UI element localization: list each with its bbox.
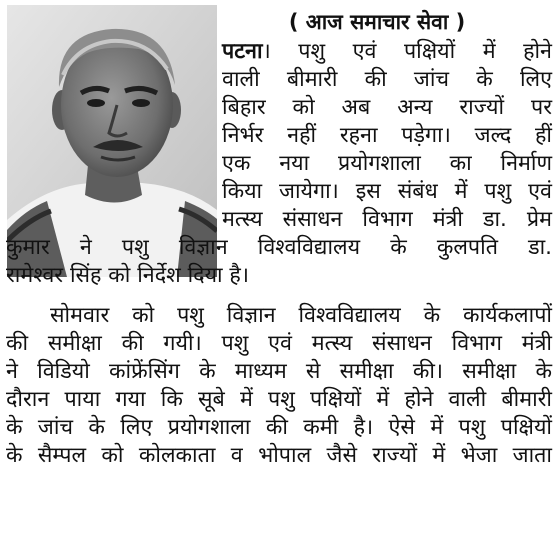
article-line: के जांच के लिए प्रयोगशाला की कमी है। ऐसे में पशु पक्षियों (6, 415, 552, 440)
dateline: पटना (222, 39, 263, 64)
byline: ( आज समाचार सेवा ) (288, 10, 466, 34)
lead-line (222, 38, 552, 66)
article-line: बिहार को अब अन्य राज्यों पर (222, 95, 552, 120)
article-line: दौरान पाया गया कि सूबे में पशु पक्षियों में होने वाली बीमारी (6, 387, 552, 412)
article-line: वाली बीमारी की जांच के लिए (222, 67, 552, 92)
article-line: रामेश्वर सिंह को निर्देश दिया है। (6, 263, 250, 288)
article-line: सोमवार को पशु विज्ञान विश्वविद्यालय के कार्यकलापों (50, 303, 552, 328)
article-line: मत्स्य संसाधन विभाग मंत्री डा. प्रेम (222, 207, 552, 232)
article-line: निर्भर नहीं रहना पड़ेगा। जल्द हीं (222, 123, 552, 148)
lead-text: । पशु एवं पक्षियों में होने (262, 39, 552, 64)
article-line: ने विडियो कांफ्रेंसिंग के माध्यम से समीक्षा की। समीक्षा के (6, 359, 552, 384)
article-line: एक नया प्रयोगशाला का निर्माण (222, 151, 552, 176)
article-line: की समीक्षा की गयी। पशु एवं मत्स्य संसाधन विभाग मंत्री (6, 331, 552, 356)
article-line: के सैम्पल को कोलकाता व भोपाल जैसे राज्यों में भेजा जाता (6, 443, 552, 468)
article-line: किया जायेगा। इस संबंध में पशु एवं (222, 179, 552, 204)
article-line: कुमार ने पशु विज्ञान विश्वविद्यालय के कुलपति डा. (6, 235, 552, 260)
